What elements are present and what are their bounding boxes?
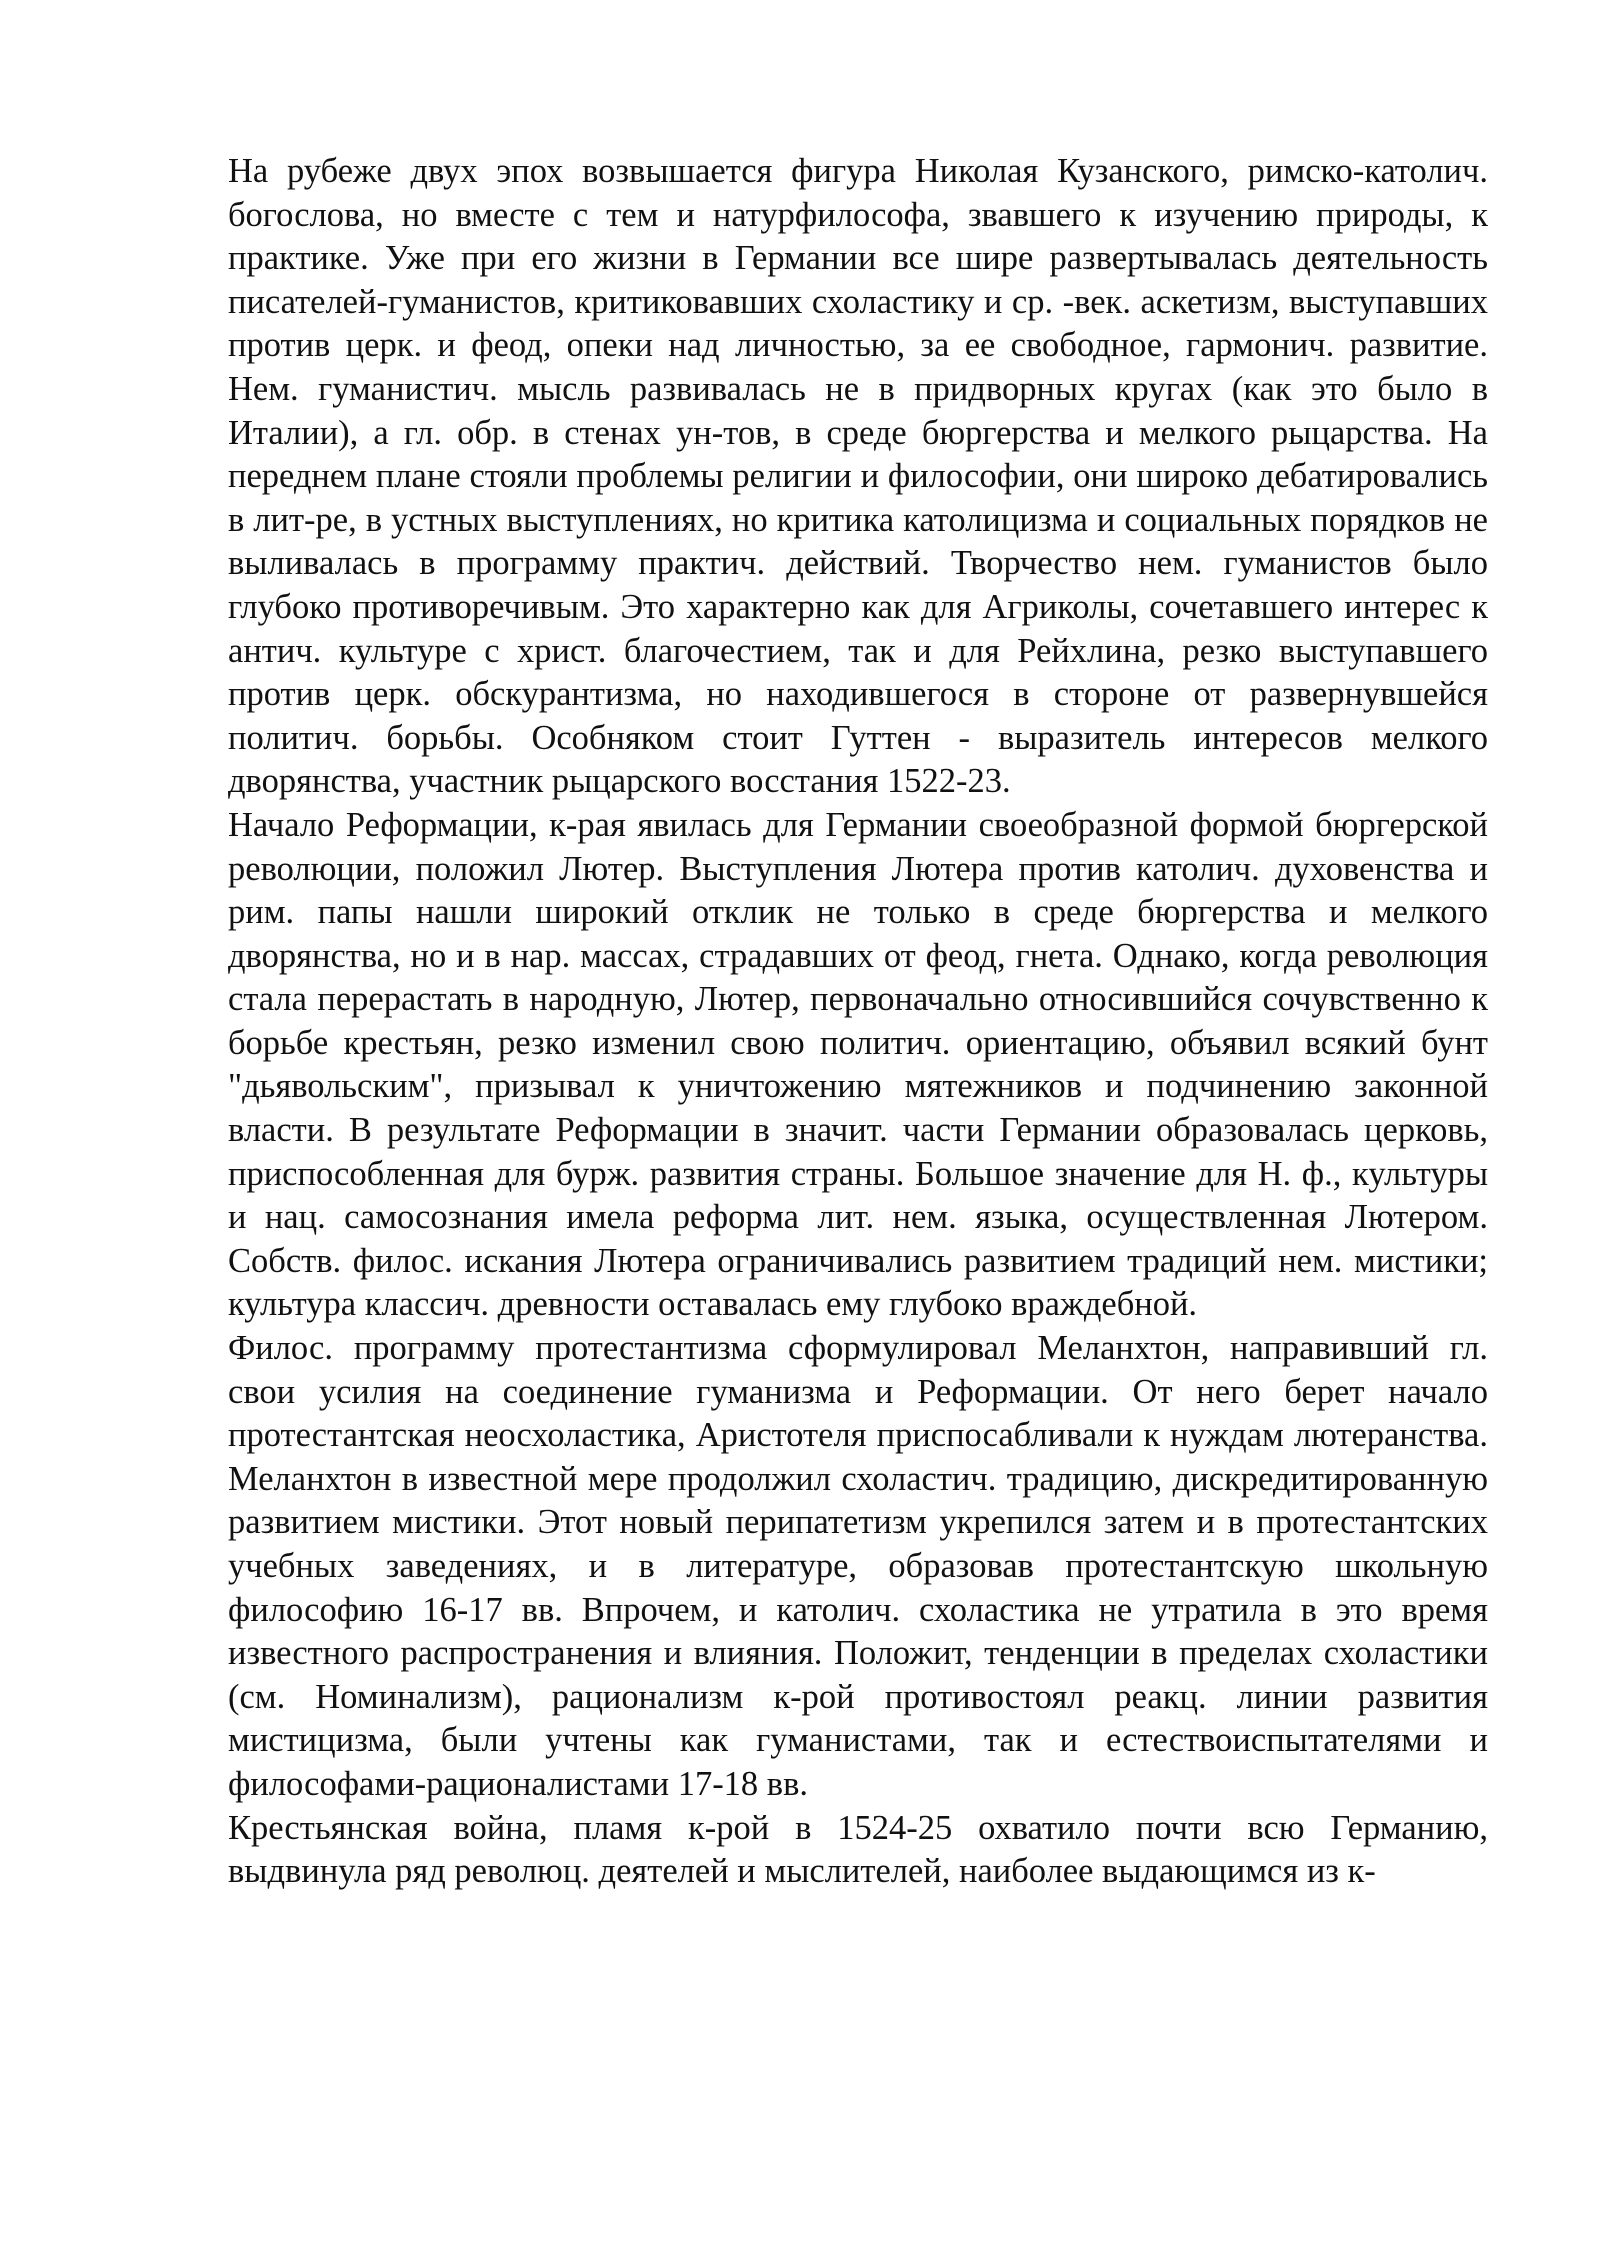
paragraph-melanchthon: Филос. программу протестантизма сформулировал Меланхтон, направивший гл. свои усилия на соединение гуманизма и Реформации. От него берет начало протестантская неосхоластика, Аристотеля приспосабливали к нуждам лютеранства. Меланхтон в известной мере продолжил схоластич. традицию, дискредитированную развитием мистики. Этот новый перипатетизм укрепился затем и в протестантских учебных заведениях, и в литературе, образовав протестантскую школьную философию 16-17 вв. Впрочем, и католич. схоластика не утратила в это время известного распространения и влияния. Положит, тенденции в пределах схоластики (см. Номинализм), рационализм к-рой противостоял реакц. линии развития мистицизма, были учтены как гуманистами, так и естествоиспытателями и философами-рационалистами 17-18 вв. xyxy=(228,1329,1488,1803)
paragraph-kuzansky-humanists: На рубеже двух эпох возвышается фигура Николая Кузанского, римско-католич. богослова, но вместе с тем и натурфилософа, звавшего к изучению природы, к практике. Уже при его жизни в Германии все шире развертывалась деятельность писателей-гуманистов, критиковавших схоластику и ср. -век. аскетизм, выступавших против церк. и феод, опеки над личностью, за ее свободное, гармонич. развитие. Нем. гуманистич. мысль развивалась не в придворных кругах (как это было в Италии), а гл. обр. в стенах ун-тов, в среде бюргерства и мелкого рыцарства. На переднем плане стояли проблемы религии и философии, они широко дебатировались в лит-ре, в устных выступлениях, но критика католицизма и социальных порядков не выливалась в программу практич. действий. Творчество нем. гуманистов было глубоко противоречивым. Это характерно как для Агриколы, сочетавшего интерес к антич. культуре с христ. благочестием, так и для Рейхлина, резко выступавшего против церк. обскурантизма, но находившегося в стороне от развернувшейся политич. борьбы. Особняком стоит Гуттен - выразитель интересов мелкого дворянства, участник рыцарского восстания 1522-23. xyxy=(228,152,1488,801)
paragraph-peasant-war: Крестьянская война, пламя к-рой в 1524-25 охватило почти всю Германию, выдвинула ряд революц. деятелей и мыслителей, наиболее выдающимся из к- xyxy=(228,1808,1488,1891)
paragraph-reformation-luther: Начало Реформации, к-рая явилась для Германии своеобразной формой бюргерской революции, положил Лютер. Выступления Лютера против католич. духовенства и рим. папы нашли широкий отклик не только в среде бюргерства и мелкого дворянства, но и в нар. массах, страдавших от феод, гнета. Однако, когда революция стала перерастать в народную, Лютер, первоначально относившийся сочувственно к борьбе крестьян, резко изменил свою политич. ориентацию, объявил всякий бунт "дьявольским", призывал к уничтожению мятежников и подчинению законной власти. В результате Реформации в значит. части Германии образовалась церковь, приспособленная для бурж. развития страны. Большое значение для Н. ф., культуры и нац. самосознания имела реформа лит. нем. языка, осуществленная Лютером. Собств. филос. искания Лютера ограничивались развитием традиций нем. мистики; культура классич. древности оставалась ему глубоко враждебной. xyxy=(228,805,1488,1324)
document-page xyxy=(228,150,1488,1894)
